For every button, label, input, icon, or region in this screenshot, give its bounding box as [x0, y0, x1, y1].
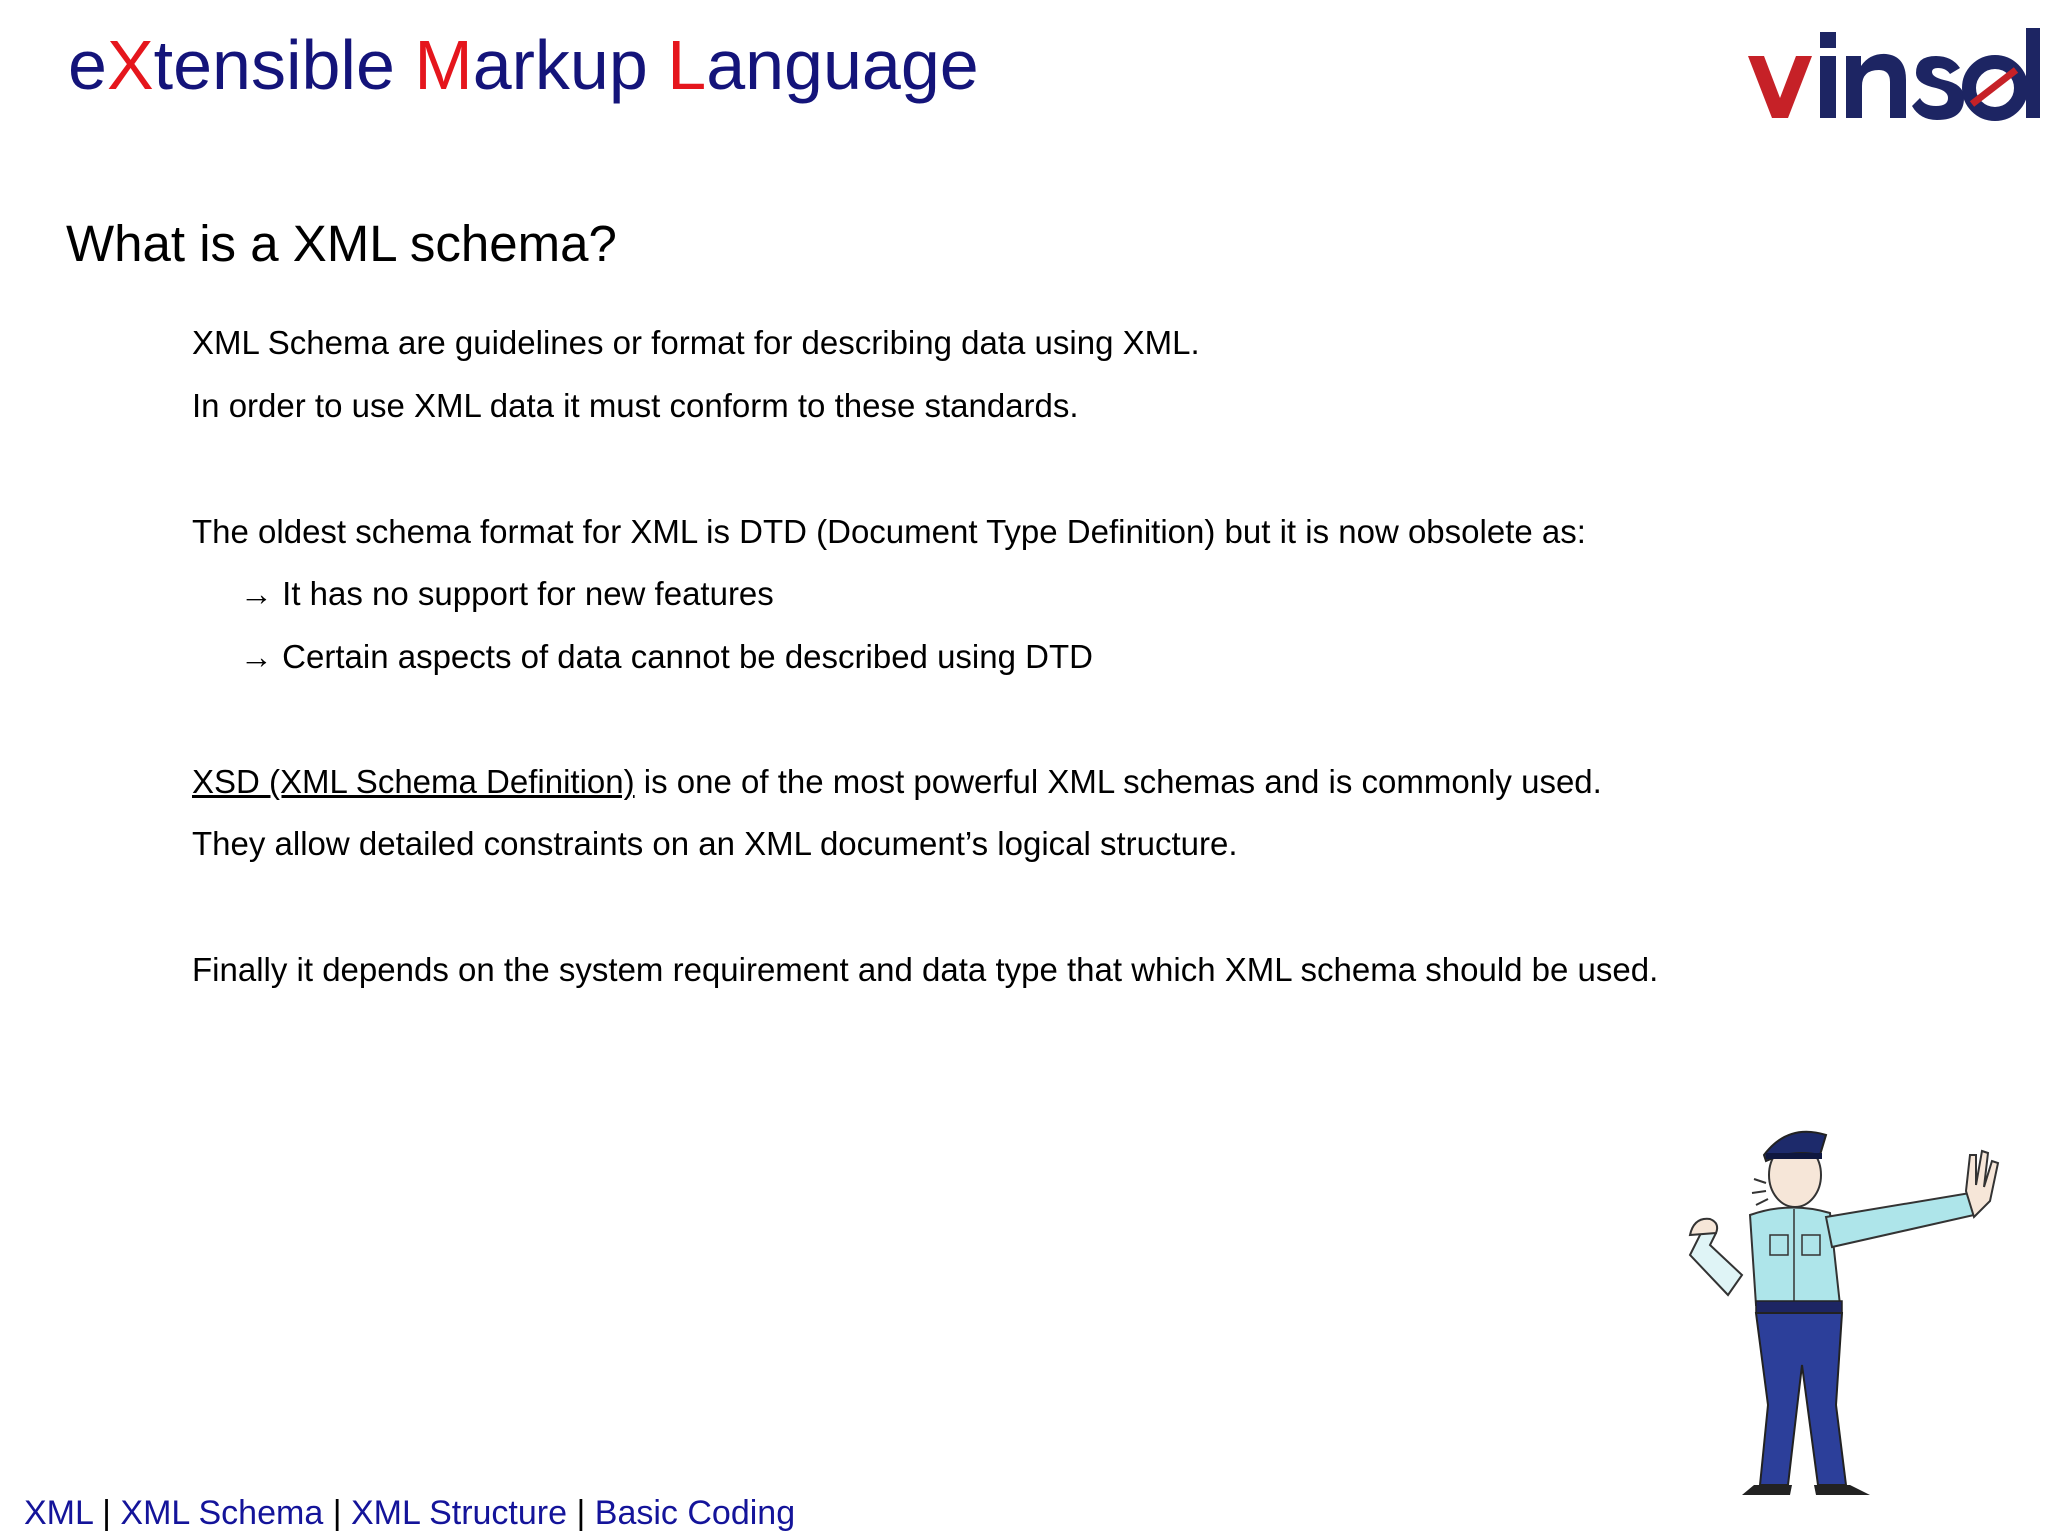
title-part-accent: M: [414, 26, 473, 104]
title-part: anguage: [706, 26, 979, 104]
footer-separator: |: [332, 1494, 342, 1532]
arrow-right-icon: →: [240, 575, 273, 612]
footer-link-xml-structure[interactable]: XML Structure: [350, 1494, 568, 1532]
presentation-title: [68, 26, 979, 104]
body-line-conform: In order to use XML data it must conform to these standards.: [192, 387, 1079, 424]
body-line-conclusion: Finally it depends on the system requirement and data type that which XML schema should be used.: [192, 951, 1659, 988]
bullet-text: Certain aspects of data cannot be described using DTD: [282, 638, 1093, 675]
title-part: tensible: [153, 26, 415, 104]
xsd-link[interactable]: XSD (XML Schema Definition): [192, 763, 635, 800]
footer-link-basic-coding[interactable]: Basic Coding: [594, 1494, 796, 1532]
title-part-accent: L: [667, 26, 707, 104]
body-line-constraints: They allow detailed constraints on an XML document’s logical structure.: [192, 825, 1238, 862]
xsd-description: is one of the most powerful XML schemas and is commonly used.: [634, 763, 1602, 800]
body-line-dtd: The oldest schema format for XML is DTD (Document Type Definition) but it is now obsolete as:: [192, 513, 1586, 550]
bullet-text: It has no support for new features: [282, 575, 774, 612]
footer-navigation: [24, 1496, 795, 1530]
body-line-schema-definition: XML Schema are guidelines or format for describing data using XML.: [192, 324, 1200, 361]
footer-link-xml[interactable]: XML: [24, 1494, 93, 1532]
bullet-item: [240, 577, 774, 610]
vinsol-logo: [1740, 18, 2040, 128]
title-part: e: [68, 26, 107, 104]
arrow-right-icon: →: [240, 638, 273, 675]
title-part: arkup: [472, 26, 668, 104]
bullet-item: [240, 640, 1093, 673]
logo-text: vinsol: [1740, 18, 1743, 19]
title-part-accent: X: [106, 26, 154, 104]
footer-separator: |: [102, 1494, 111, 1532]
traffic-policeman-illustration: [1670, 1105, 2010, 1495]
footer-separator: |: [576, 1494, 586, 1532]
body-line-xsd: [192, 765, 1602, 798]
slide-heading: What is a XML schema?: [66, 215, 617, 272]
footer-link-xml-schema[interactable]: XML Schema: [120, 1494, 324, 1532]
